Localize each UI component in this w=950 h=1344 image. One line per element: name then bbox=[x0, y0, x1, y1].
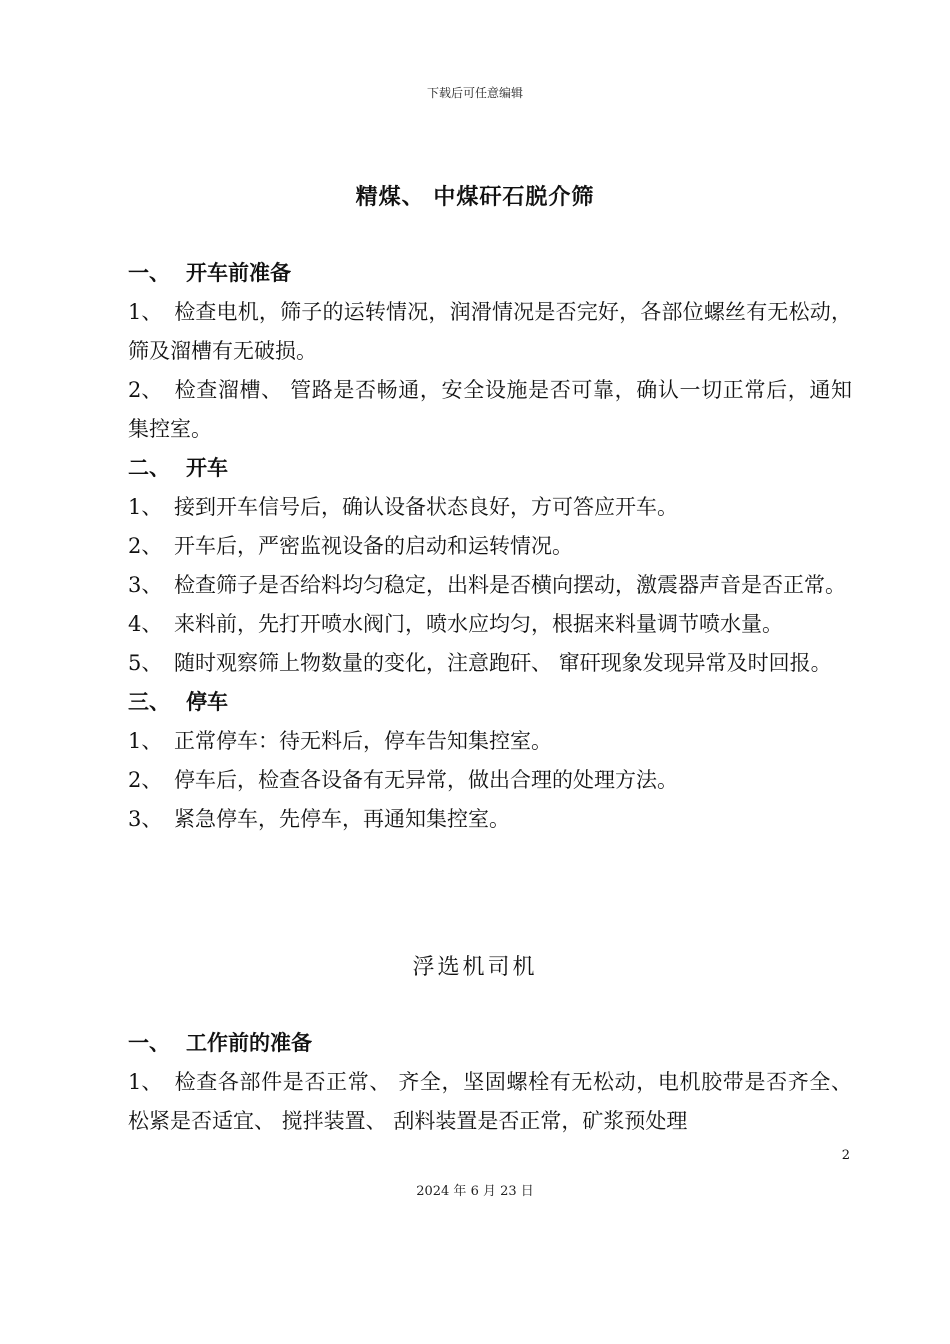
list-item: 1、 正常停车：待无料后，停车告知集控室。 bbox=[128, 729, 552, 753]
part-heading: 三、 停车 bbox=[128, 690, 228, 714]
part-heading: 一、 工作前的准备 bbox=[128, 1031, 312, 1055]
part-heading: 一、 开车前准备 bbox=[128, 261, 291, 285]
list-item: 3、 紧急停车，先停车，再通知集控室。 bbox=[128, 807, 510, 831]
section-2-title: 浮选机司机 bbox=[412, 955, 538, 980]
section-2-body bbox=[128, 1024, 852, 1141]
list-item: 2、 开车后，严密监视设备的启动和运转情况。 bbox=[128, 534, 573, 558]
header-note: 下载后可任意编辑 bbox=[426, 86, 523, 100]
list-item: 1、 检查各部件是否正常、 齐全，坚固螺栓有无松动，电机胶带是否齐全、 松紧是否适宜、 搅拌装置、 刮料装置是否正常，矿浆预处理 bbox=[128, 1070, 852, 1133]
list-item: 2、 检查溜槽、 管路是否畅通，安全设施是否可靠，确认一切正常后，通知集控室。 bbox=[128, 378, 852, 441]
list-item: 2、 停车后，检查各设备有无异常，做出合理的处理方法。 bbox=[128, 768, 678, 792]
section-1-body bbox=[128, 254, 852, 839]
section-1-title: 精煤、 中煤矸石脱介筛 bbox=[355, 185, 595, 210]
list-item: 3、 检查筛子是否给料均匀稳定，出料是否横向摆动，激震器声音是否正常。 bbox=[128, 573, 846, 597]
page-number: 2 bbox=[841, 1148, 850, 1163]
part-heading: 二、 开车 bbox=[128, 456, 228, 480]
footer-date: 2024 年 6 月 23 日 bbox=[416, 1184, 534, 1199]
list-item: 4、 来料前，先打开喷水阀门，喷水应均匀，根据来料量调节喷水量。 bbox=[128, 612, 783, 636]
list-item: 5、 随时观察筛上物数量的变化，注意跑矸、 窜矸现象发现异常及时回报。 bbox=[128, 651, 832, 675]
list-item: 1、 检查电机，筛子的运转情况，润滑情况是否完好，各部位螺丝有无松动，筛及溜槽有无破损。 bbox=[128, 300, 852, 363]
list-item: 1、 接到开车信号后，确认设备状态良好，方可答应开车。 bbox=[128, 495, 678, 519]
